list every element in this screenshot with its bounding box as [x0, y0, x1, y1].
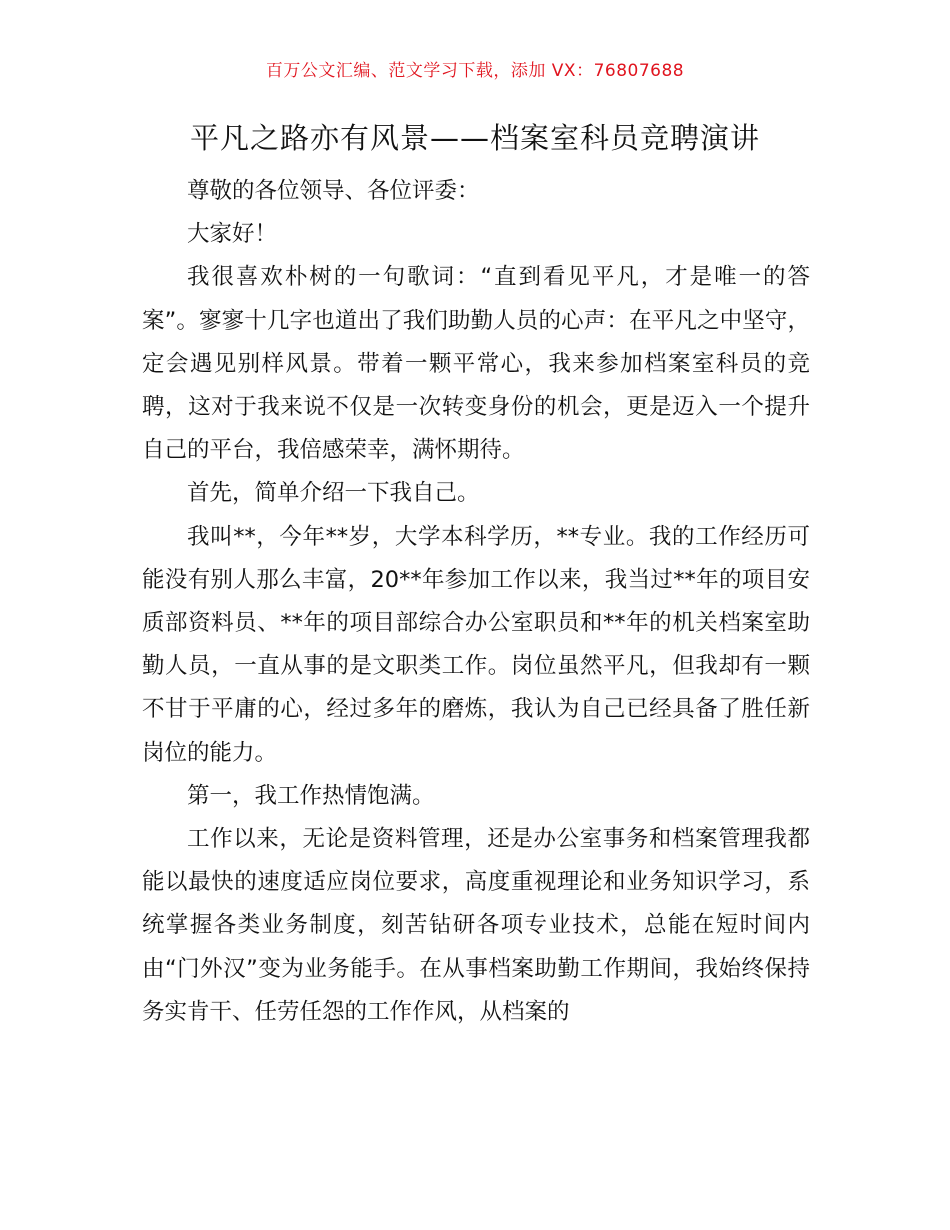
header-banner: 百万公文汇编、范文学习下载，添加 VX：76807688: [265, 61, 685, 81]
paragraph-point-one: 工作以来，无论是资料管理，还是办公室事务和档案管理我都能以最快的速度适应岗位要求，高度重视理论和业务知识学习，系统掌握各类业务制度，刻苦钻研各项专业技术，总能在短时间内由“门外汉”变为业务能手。在从事档案助勤工作期间，我始终保持务实肯干、任劳任怨的工作作风，从档案的: [142, 826, 810, 1025]
paragraph-self-intro-heading: 首先，简单介绍一下我自己。: [187, 480, 480, 507]
paragraph-intro: 我很喜欢朴树的一句歌词：“直到看见平凡，才是唯一的答案”。寥寥十几字也道出了我们助勤人员的心声：在平凡之中坚守，定会遇见别样风景。带着一颗平常心，我来参加档案室科员的竞聘，这对于我来说不仅是一次转变身份的机会，更是迈入一个提升自己的平台，我倍感荣幸，满怀期待。: [142, 264, 810, 464]
document-body: [142, 170, 810, 1034]
paragraph-greeting: 大家好！: [187, 221, 278, 248]
paragraph-self-intro: 我叫**，今年**岁，大学本科学历，**专业。我的工作经历可能没有别人那么丰富，20**年参加工作以来，我当过**年的项目安质部资料员、**年的项目部综合办公室职员和**年的机关档案室助勤人员，一直从事的是文职类工作。岗位虽然平凡，但我却有一颗不甘于平庸的心，经过多年的磨炼，我认为自己已经具备了胜任新岗位的能力。: [142, 523, 810, 766]
document-title: 平凡之路亦有风景——档案室科员竞聘演讲: [189, 121, 760, 155]
paragraph-salutation: 尊敬的各位领导、各位评委：: [187, 178, 480, 204]
paragraph-point-one-heading: 第一，我工作热情饱满。: [187, 782, 435, 809]
